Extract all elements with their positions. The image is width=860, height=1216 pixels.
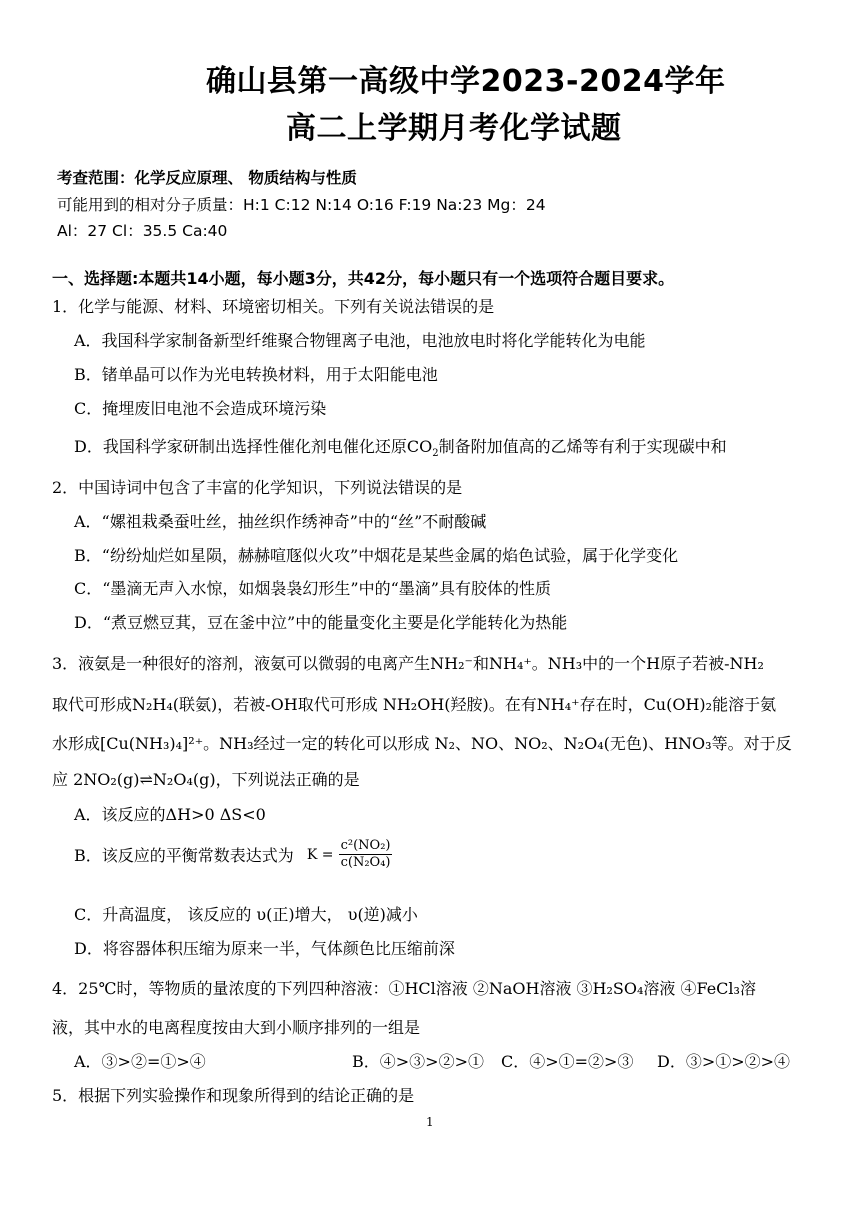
question-5-stem: 5．根据下列实验操作和现象所得到的结论正确的是 bbox=[52, 1086, 415, 1105]
question-1-stem: 1．化学与能源、材料、环境密切相关。下列有关说法错误的是 bbox=[52, 297, 495, 316]
question-1-option-d-post: 制备附加值高的乙烯等有利于实现碳中和 bbox=[438, 437, 727, 456]
question-3-option-c: C．升高温度， 该反应的 υ(正)增大， υ(逆)减小 bbox=[74, 905, 418, 924]
question-4-option-b: B．④>③>②>① bbox=[352, 1052, 484, 1071]
question-3-option-d: D．将容器体积压缩为原来一半，气体颜色比压缩前深 bbox=[74, 939, 455, 958]
question-3-option-b bbox=[74, 838, 392, 871]
co2-formula: CO bbox=[406, 437, 433, 456]
question-1-option-b: B．锗单晶可以作为光电转换材料，用于太阳能电池 bbox=[74, 365, 438, 384]
question-3-line-1: 3．液氨是一种很好的溶剂，液氨可以微弱的电离产生NH₂⁻和NH₄⁺。NH₃中的一个H原子若被-NH₂ bbox=[52, 654, 764, 673]
atomic-masses-line-2: Al：27 Cl：35.5 Ca:40 bbox=[57, 222, 228, 240]
question-1-option-d bbox=[74, 434, 727, 459]
question-4-line-2: 液，其中水的电离程度按由大到小顺序排列的一组是 bbox=[52, 1018, 421, 1037]
question-1-option-a: A．我国科学家制备新型纤维聚合物锂离子电池，电池放电时将化学能转化为电能 bbox=[74, 331, 646, 350]
question-2-option-c: C．“墨滴无声入水惊，如烟袅袅幻形生”中的“墨滴”具有胶体的性质 bbox=[74, 579, 551, 598]
question-2-option-b: B．“纷纷灿烂如星陨，赫赫喧豗似火攻”中烟花是某些金属的焰色试验，属于化学变化 bbox=[74, 546, 679, 565]
atomic-masses-line-1: 可能用到的相对分子质量：H:1 C:12 N:14 O:16 F:19 Na:23 Mg：24 bbox=[57, 196, 546, 214]
question-4-option-a: A．③>②=①>④ bbox=[74, 1052, 206, 1071]
question-1-option-c: C．掩埋废旧电池不会造成环境污染 bbox=[74, 399, 327, 418]
title-line-1: 确山县第一高级中学2023-2024学年 bbox=[206, 64, 726, 99]
question-3-option-b-text: B．该反应的平衡常数表达式为 bbox=[74, 846, 294, 865]
question-1-option-d-pre: D．我国科学家研制出选择性催化剂电催化还原 bbox=[74, 437, 407, 456]
fraction-denominator: c(N₂O₄) bbox=[340, 855, 391, 870]
page-number: 1 bbox=[426, 1115, 434, 1129]
question-4-option-c: C．④>①=②>③ bbox=[501, 1052, 634, 1071]
fraction-numerator: c²(NO₂) bbox=[340, 838, 391, 853]
question-2-stem: 2．中国诗词中包含了丰富的化学知识，下列说法错误的是 bbox=[52, 478, 463, 497]
equilibrium-constant-fraction bbox=[339, 838, 393, 871]
question-3-line-2: 取代可形成N₂H₄(联氨)，若被-OH取代可形成 NH₂OH(羟胺)。在有NH₄⁺存在时，Cu(OH)₂能溶于氨 bbox=[52, 695, 777, 714]
co2-subscript: 2 bbox=[432, 448, 439, 460]
question-2-option-d: D．“煮豆燃豆萁，豆在釜中泣”中的能量变化主要是化学能转化为热能 bbox=[74, 613, 568, 632]
question-3-line-4: 应 2NO₂(g)⇌N₂O₄(g)，下列说法正确的是 bbox=[52, 770, 360, 789]
question-3-option-a: A．该反应的ΔH>0 ΔS<0 bbox=[74, 805, 266, 824]
section-heading: 一、选择题:本题共14小题，每小题3分，共42分，每小题只有一个选项符合题目要求。 bbox=[52, 269, 675, 288]
title-line-2: 高二上学期月考化学试题 bbox=[286, 111, 622, 146]
question-4-option-d: D．③>①>②>④ bbox=[657, 1052, 791, 1071]
question-2-option-a: A．“嫘祖栽桑蚕吐丝，抽丝织作绣神奇”中的“丝”不耐酸碱 bbox=[74, 512, 487, 531]
question-4-line-1: 4．25℃时，等物质的量浓度的下列四种溶液：①HCl溶液 ②NaOH溶液 ③H₂SO₄溶液 ④FeCl₃溶 bbox=[52, 979, 756, 998]
question-3-line-3: 水形成[Cu(NH₃)₄]²⁺。NH₃经过一定的转化可以形成 N₂、NO、NO₂、N₂O₄(无色)、HNO₃等。对于反 bbox=[52, 734, 792, 753]
equilibrium-k-symbol: K = bbox=[306, 846, 334, 863]
exam-scope: 考查范围：化学反应原理、 物质结构与性质 bbox=[57, 169, 357, 187]
